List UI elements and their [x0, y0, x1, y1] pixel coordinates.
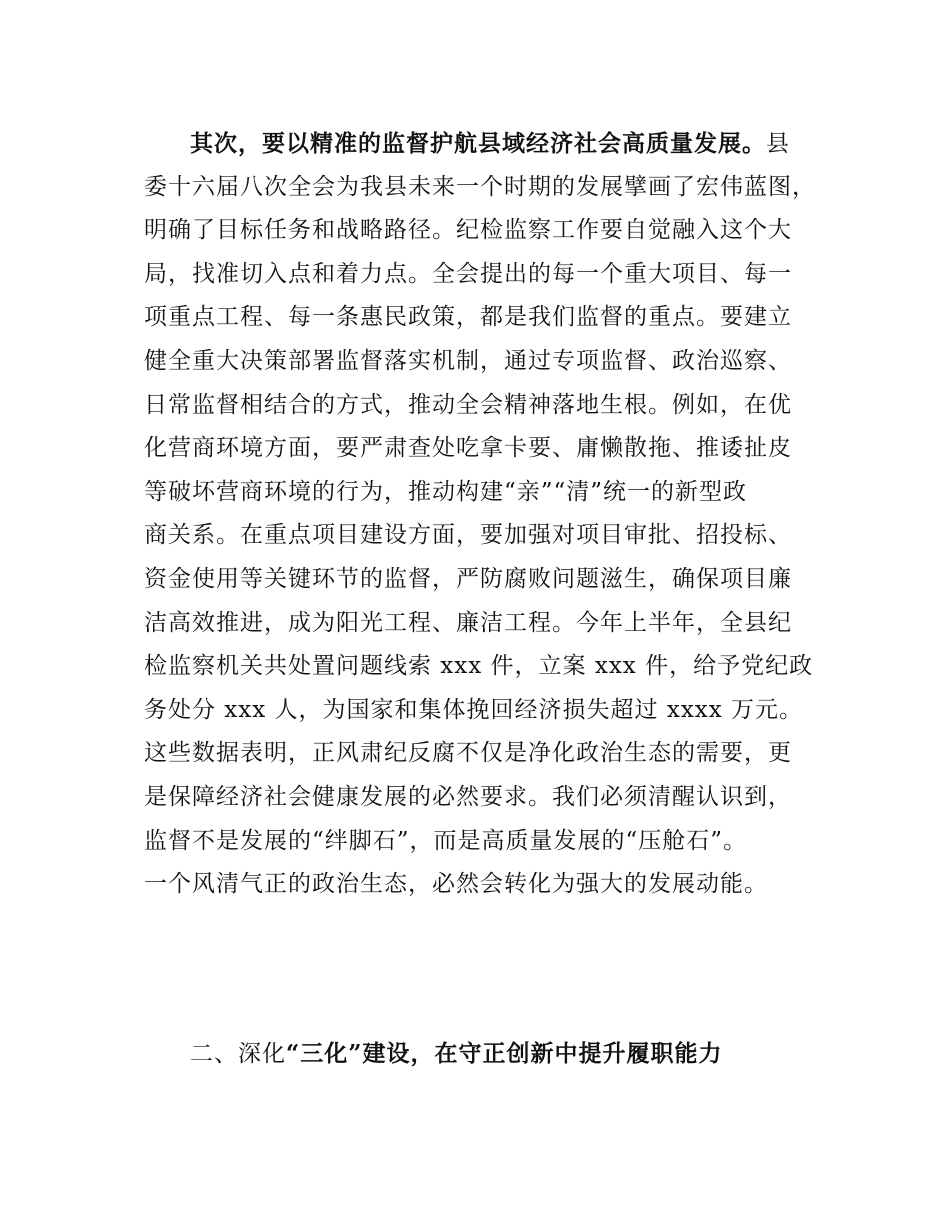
body-paragraph [144, 122, 824, 907]
paragraph-lead-sentence: 其次，要以精准的监督护航县域经济社会高质量发展。 [190, 130, 766, 157]
paragraph-line-9: 等破坏营商环境的行为，推动构建“亲”“清”统一的新型政 [144, 478, 748, 505]
paragraph-line-18: 一个风清气正的政治生态，必然会转化为强大的发展动能。 [144, 871, 768, 898]
section-heading-title: “三化”建设，在守正创新中提升履职能力 [286, 1040, 723, 1067]
paragraph-line-5: 项重点工程、每一条惠民政策，都是我们监督的重点。要建立 [144, 304, 792, 331]
paragraph-line-12: 洁高效推进，成为阳光工程、廉洁工程。今年上半年，全县纪 [144, 609, 792, 636]
paragraph-line-15: 这些数据表明，正风肃纪反腐不仅是净化政治生态的需要，更 [144, 740, 792, 767]
paragraph-line-4: 局，找准切入点和着力点。全会提出的每一个重大项目、每一 [144, 260, 792, 287]
paragraph-line-8: 化营商环境方面，要严肃查处吃拿卡要、庸懒散拖、推诿扯皮 [144, 435, 792, 462]
paragraph-line-13: 检监察机关共处置问题线索 xxx 件，立案 xxx 件，给予党纪政 [144, 653, 814, 680]
paragraph-line-10: 商关系。在重点项目建设方面，要加强对项目审批、招投标、 [144, 522, 792, 549]
section-heading [190, 1032, 722, 1076]
paragraph-line-7: 日常监督相结合的方式，推动全会精神落地生根。例如，在优 [144, 391, 792, 418]
paragraph-line-1 [144, 122, 824, 166]
paragraph-line-16: 是保障经济社会健康发展的必然要求。我们必须清醒认识到， [144, 783, 792, 810]
paragraph-line-17: 监督不是发展的“绊脚石”，而是高质量发展的“压舱石”。 [144, 827, 748, 854]
paragraph-line-1-tail: 县 [766, 131, 790, 157]
paragraph-line-2: 委十六届八次全会为我县未来一个时期的发展擘画了宏伟蓝图， [144, 173, 816, 200]
section-heading-number: 二、深化 [190, 1041, 286, 1067]
paragraph-line-6: 健全重大决策部署监督落实机制，通过专项监督、政治巡察、 [144, 347, 792, 374]
paragraph-line-11: 资金使用等关键环节的监督，严防腐败问题滋生，确保项目廉 [144, 565, 792, 592]
paragraph-line-14: 务处分 xxx 人，为国家和集体挽回经济损失超过 xxxx 万元。 [144, 696, 804, 723]
paragraph-line-3: 明确了目标任务和战略路径。纪检监察工作要自觉融入这个大 [144, 217, 792, 244]
